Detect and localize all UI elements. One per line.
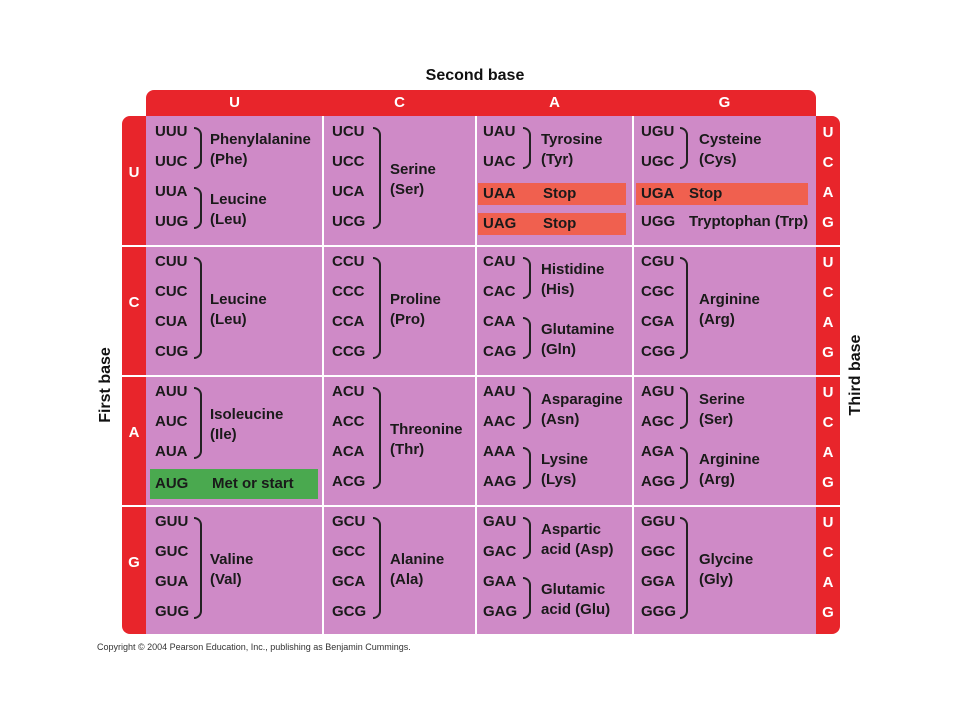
codon-label: GAU xyxy=(483,513,517,530)
codon-label: AUG xyxy=(155,475,189,492)
codon-label: CCU xyxy=(332,253,365,270)
codon-label: AGA xyxy=(641,443,675,460)
third-base-label: C xyxy=(822,154,834,171)
codon-label: AGC xyxy=(641,413,675,430)
copyright-notice: Copyright © 2004 Pearson Education, Inc., publishing as Benjamin Cummings. xyxy=(97,642,411,652)
codon-brace xyxy=(523,517,531,559)
first-base-g: G xyxy=(128,554,140,571)
codon-brace xyxy=(194,517,202,619)
codon-label: UCU xyxy=(332,123,365,140)
codon-label: CAU xyxy=(483,253,516,270)
first-base-column xyxy=(122,116,146,634)
codon-label: AAA xyxy=(483,443,516,460)
codon-label: UUG xyxy=(155,213,189,230)
third-base-label: C xyxy=(822,284,834,301)
amino-acid-label: Arginine (Arg) xyxy=(699,291,760,328)
codon-label: UCC xyxy=(332,153,365,170)
codon-label: GCC xyxy=(332,543,366,560)
codon-grid xyxy=(146,116,816,634)
codon-brace xyxy=(373,257,381,359)
codon-label: GCG xyxy=(332,603,367,620)
codon-label: AUU xyxy=(155,383,188,400)
amino-acid-label: Asparagine (Asn) xyxy=(541,391,623,428)
third-base-label: A xyxy=(822,444,834,461)
amino-acid-label: Threonine (Thr) xyxy=(390,421,463,458)
codon-label: CAC xyxy=(483,283,516,300)
codon-brace xyxy=(373,517,381,619)
codon-label: CCG xyxy=(332,343,366,360)
codon-label: CGG xyxy=(641,343,676,360)
amino-acid-label: Tryptophan (Trp) xyxy=(689,213,809,230)
third-base-label: A xyxy=(822,184,834,201)
codon-brace xyxy=(523,257,531,299)
codon-brace xyxy=(680,257,688,359)
third-base-label: A xyxy=(822,314,834,331)
amino-acid-label: Tyrosine (Tyr) xyxy=(541,131,603,168)
codon-brace xyxy=(373,127,381,229)
third-base-label: G xyxy=(822,604,834,621)
amino-acid-label: Phenylalanine (Phe) xyxy=(210,131,311,168)
codon-label: CUA xyxy=(155,313,188,330)
stop-label: Stop xyxy=(543,185,577,202)
codon-label: GGC xyxy=(641,543,676,560)
codon-label: UUA xyxy=(155,183,188,200)
codon-brace xyxy=(523,387,531,429)
second-base-header xyxy=(146,90,816,116)
second-base-title: Second base xyxy=(425,67,525,84)
stop-label: Stop xyxy=(543,215,577,232)
codon-label: UAC xyxy=(483,153,516,170)
codon-label: GCA xyxy=(332,573,366,590)
amino-acid-label: Histidine (His) xyxy=(541,261,605,298)
third-base-label: C xyxy=(822,544,834,561)
codon-brace xyxy=(373,387,381,489)
third-base-label: U xyxy=(822,124,834,141)
codon-label: UGC xyxy=(641,153,675,170)
codon-label: AAC xyxy=(483,413,516,430)
amino-acid-label: Lysine (Lys) xyxy=(541,451,588,488)
amino-acid-label: Arginine (Arg) xyxy=(699,451,760,488)
stop-highlight xyxy=(478,183,626,205)
codon-label: CGC xyxy=(641,283,675,300)
third-base-label: U xyxy=(822,514,834,531)
amino-acid-label: Leucine (Leu) xyxy=(210,191,267,228)
codon-brace xyxy=(680,127,688,169)
codon-label: UAA xyxy=(483,185,516,202)
codon-label: GGG xyxy=(641,603,677,620)
codon-label: UAG xyxy=(483,215,517,232)
amino-acid-label: Alanine (Ala) xyxy=(390,551,445,588)
third-base-label: G xyxy=(822,344,834,361)
third-base-label: U xyxy=(822,384,834,401)
first-base-a: A xyxy=(128,424,140,441)
codon-label: UUU xyxy=(155,123,188,140)
codon-label: ACC xyxy=(332,413,365,430)
amino-acid-label: Glutamic acid (Glu) xyxy=(541,581,611,618)
amino-acid-label: Proline (Pro) xyxy=(390,291,441,328)
amino-acid-label: Isoleucine (Ile) xyxy=(210,406,284,443)
third-base-label: U xyxy=(822,254,834,271)
codon-label: CCC xyxy=(332,283,365,300)
third-base-column xyxy=(816,116,840,634)
amino-acid-label: Valine (Val) xyxy=(210,551,254,588)
first-base-u: U xyxy=(128,164,140,181)
codon-label: AAU xyxy=(483,383,516,400)
third-base-label: G xyxy=(822,214,834,231)
codon-brace xyxy=(194,187,202,229)
second-base-c: C xyxy=(394,94,405,111)
codon-label: GAG xyxy=(483,603,518,620)
third-base-label: A xyxy=(822,574,834,591)
second-base-g: G xyxy=(718,94,731,111)
codon-label: UCA xyxy=(332,183,365,200)
codon-label: CGA xyxy=(641,313,675,330)
codon-label: GAA xyxy=(483,573,517,590)
codon-label: CAG xyxy=(483,343,517,360)
third-base-title: Third base xyxy=(847,334,864,416)
start-label: Met or start xyxy=(212,475,294,492)
codon-label: CGU xyxy=(641,253,675,270)
codon-label: ACU xyxy=(332,383,365,400)
codon-brace xyxy=(680,387,688,429)
codon-label: AUA xyxy=(155,443,188,460)
codon-label: GUG xyxy=(155,603,190,620)
stop-label: Stop xyxy=(689,185,723,202)
codon-label: CCA xyxy=(332,313,365,330)
codon-label: GUC xyxy=(155,543,189,560)
codon-label: ACG xyxy=(332,473,366,490)
codon-label: CUU xyxy=(155,253,188,270)
codon-brace xyxy=(523,577,531,619)
stop-highlight xyxy=(478,213,626,235)
codon-label: GUU xyxy=(155,513,189,530)
codon-brace xyxy=(523,447,531,489)
second-base-u: U xyxy=(229,94,240,111)
codon-brace xyxy=(194,387,202,459)
codon-label: CUG xyxy=(155,343,189,360)
codon-label: GAC xyxy=(483,543,517,560)
codon-label: UUC xyxy=(155,153,188,170)
second-base-a: A xyxy=(549,94,560,111)
codon-label: UGA xyxy=(641,185,675,202)
codon-label: AGU xyxy=(641,383,675,400)
codon-label: ACA xyxy=(332,443,365,460)
codon-label: GGU xyxy=(641,513,676,530)
amino-acid-label: Cysteine (Cys) xyxy=(699,131,762,168)
codon-brace xyxy=(523,127,531,169)
first-base-title: First base xyxy=(97,347,114,423)
codon-label: UCG xyxy=(332,213,366,230)
amino-acid-label: Serine (Ser) xyxy=(390,161,436,198)
codon-label: AAG xyxy=(483,473,517,490)
codon-label: GGA xyxy=(641,573,676,590)
codon-label: AGG xyxy=(641,473,676,490)
codon-brace xyxy=(680,517,688,619)
codon-label: AUC xyxy=(155,413,188,430)
amino-acid-label: Leucine (Leu) xyxy=(210,291,267,328)
codon-label: CUC xyxy=(155,283,188,300)
codon-brace xyxy=(680,447,688,489)
third-base-label: C xyxy=(822,414,834,431)
codon-brace xyxy=(194,257,202,359)
amino-acid-label: Serine (Ser) xyxy=(699,391,745,428)
codon-label: UAU xyxy=(483,123,516,140)
first-base-c: C xyxy=(128,294,140,311)
codon-label: CAA xyxy=(483,313,516,330)
codon-label: UGG xyxy=(641,213,676,230)
codon-label: UGU xyxy=(641,123,675,140)
third-base-label: G xyxy=(822,474,834,491)
codon-brace xyxy=(523,317,531,359)
codon-brace xyxy=(194,127,202,169)
start-highlight xyxy=(150,469,318,499)
amino-acid-label: Glycine (Gly) xyxy=(699,551,754,588)
codon-label: GCU xyxy=(332,513,366,530)
amino-acid-label: Glutamine (Gln) xyxy=(541,321,615,358)
stop-highlight xyxy=(636,183,808,205)
amino-acid-label: Aspartic acid (Asp) xyxy=(541,521,614,558)
codon-label: GUA xyxy=(155,573,189,590)
